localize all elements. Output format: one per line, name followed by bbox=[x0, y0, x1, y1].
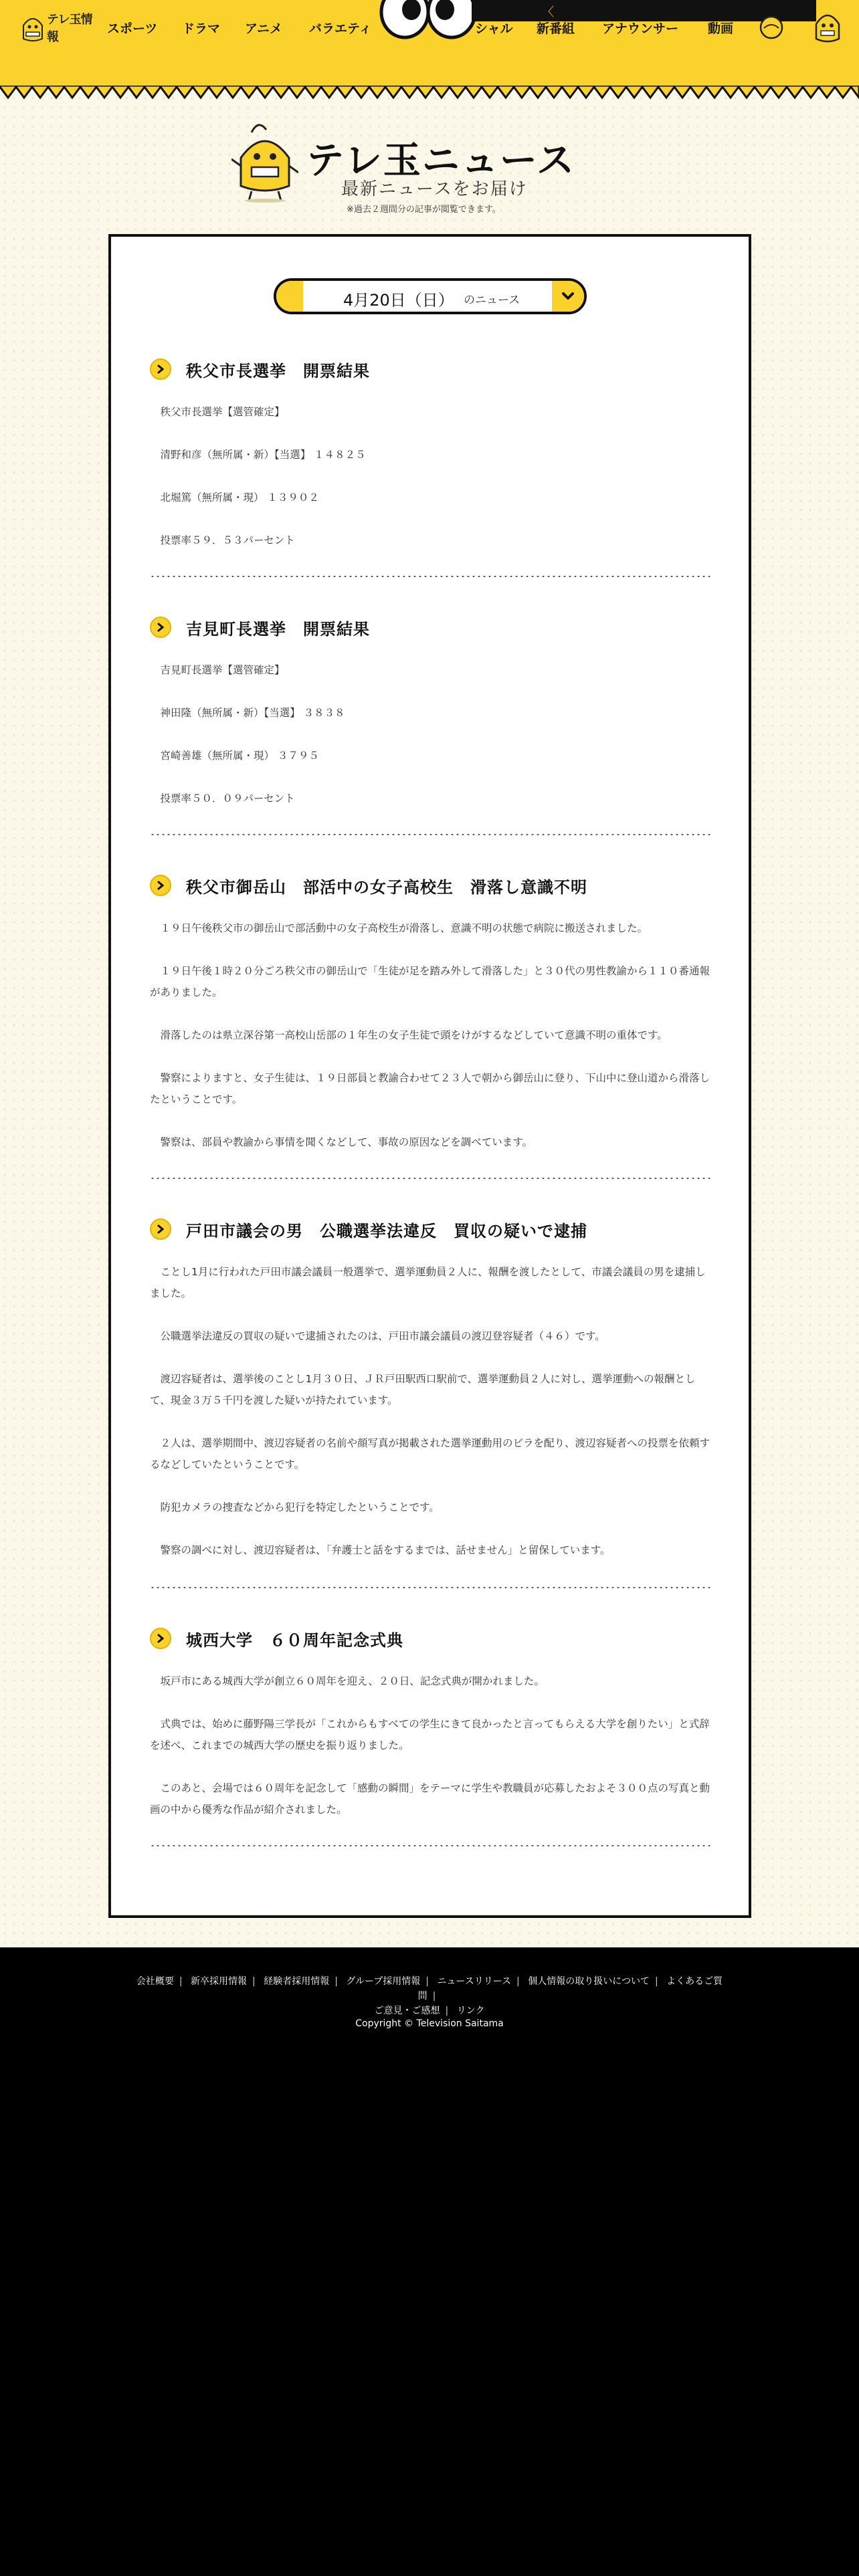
article-paragraph: 公職選挙法違反の買収の疑いで逮捕されたのは、戸田市議会議員の渡辺登容疑者（４６）です。 bbox=[160, 1330, 605, 1342]
nav-announcers[interactable]: アナウンサー bbox=[602, 21, 679, 36]
article-paragraph: このあと、会場では６０周年を記念して「感動の瞬間」をテーマに学生や教職員が応募したおよそ３００点の写真と動画の中から優秀な作品が紹介されました。 bbox=[150, 1782, 710, 1816]
article-body bbox=[150, 918, 712, 1153]
copyright: Copyright © Television Saitama bbox=[355, 2018, 504, 2029]
news-article bbox=[150, 1624, 712, 1820]
logo-mascot-icon bbox=[20, 12, 45, 43]
separator: | bbox=[335, 1976, 338, 1987]
article-paragraph: 坂戸市にある城西大学が創立６０周年を迎え、２０日、記念式典が開かれました。 bbox=[160, 1675, 545, 1687]
chevron-right-icon bbox=[150, 875, 171, 896]
dotted-divider bbox=[150, 833, 712, 836]
news-panel bbox=[108, 234, 751, 1918]
separator: | bbox=[654, 1976, 658, 1987]
separator: | bbox=[252, 1976, 256, 1987]
article-title[interactable]: 戸田市議会の男 公職選挙法違反 買収の疑いで逮捕 bbox=[186, 1221, 587, 1241]
news-article bbox=[150, 354, 712, 551]
article-body bbox=[150, 1261, 712, 1561]
page-title: テレ玉ニュース bbox=[306, 139, 576, 183]
chevron-right-icon bbox=[150, 358, 171, 380]
article-body bbox=[150, 401, 712, 551]
page-subtitle: 最新ニュースをお届け bbox=[341, 179, 528, 199]
news-article bbox=[150, 613, 712, 809]
news-article bbox=[150, 1214, 712, 1561]
site-header bbox=[0, 0, 859, 87]
chevron-right-icon bbox=[150, 617, 171, 638]
nav-special[interactable]: シャル bbox=[475, 21, 513, 36]
eyes-icon bbox=[378, 0, 478, 40]
article-title[interactable]: 秩父市御岳山 部活中の女子高校生 滑落し意識不明 bbox=[186, 877, 587, 897]
separator: | bbox=[425, 1976, 429, 1987]
date-pill-decoration bbox=[276, 281, 303, 312]
dotted-divider bbox=[150, 1177, 712, 1180]
dotted-divider bbox=[150, 1586, 712, 1589]
article-paragraph: 渡辺容疑者は、選挙後のことし1月３０日、ＪＲ戸田駅西口駅前で、選挙運動員２人に対し、選挙運動への報酬として、現金３万５千円を渡した疑いが持たれています。 bbox=[150, 1373, 696, 1406]
article-paragraph: 警察によりますと、女子生徒は、１９日部員と教諭合わせて２３人で朝から御岳山に登り、下山中に登山道から滑落したということです。 bbox=[150, 1072, 710, 1105]
footer-link-company[interactable]: 会社概要 bbox=[136, 1976, 174, 1987]
article-paragraph: 秩父市長選挙【選管確定】 bbox=[160, 406, 285, 418]
article-header[interactable] bbox=[150, 613, 712, 642]
footer-link-links[interactable]: リンク bbox=[456, 2006, 485, 2016]
article-title[interactable]: 城西大学 ６０周年記念式典 bbox=[186, 1630, 403, 1650]
separator: | bbox=[432, 1991, 436, 2002]
article-paragraph: 神田隆（無所属・新）【当選】 ３８３８ bbox=[160, 707, 345, 719]
news-article bbox=[150, 871, 712, 1153]
hero-mascot-icon bbox=[231, 119, 298, 203]
footer-link-experienced[interactable]: 経験者採用情報 bbox=[264, 1976, 330, 1987]
footer-link-feedback[interactable]: ご意見・ご感想 bbox=[374, 2006, 440, 2016]
site-footer bbox=[0, 1947, 859, 2576]
article-header[interactable] bbox=[150, 354, 712, 384]
footer-links bbox=[127, 1974, 732, 2018]
footer-link-news-release[interactable]: ニュースリリース bbox=[437, 1976, 512, 1987]
article-paragraph: 投票率５９．５３パーセント bbox=[160, 534, 295, 546]
nav-videos[interactable]: 動画 bbox=[708, 21, 734, 36]
nav-new-programs[interactable]: 新番組 bbox=[537, 21, 575, 36]
separator: | bbox=[516, 1976, 520, 1987]
site-logo[interactable] bbox=[20, 11, 94, 44]
nav-drama[interactable]: ドラマ bbox=[182, 21, 221, 36]
selected-date: 4月20日（日） bbox=[343, 291, 454, 310]
article-paragraph: 投票率５０．０９パーセント bbox=[160, 792, 295, 804]
article-body bbox=[150, 659, 712, 809]
article-title[interactable]: 秩父市長選挙 開票結果 bbox=[186, 361, 370, 381]
dotted-divider bbox=[150, 575, 712, 578]
footer-link-privacy[interactable]: 個人情報の取り扱いについて bbox=[528, 1976, 650, 1987]
footer-link-group[interactable]: グループ採用情報 bbox=[346, 1976, 421, 1987]
article-paragraph: 清野和彦（無所属・新）【当選】 １４８２５ bbox=[160, 449, 366, 461]
footer-link-new-grad[interactable]: 新卒採用情報 bbox=[191, 1976, 248, 1987]
article-paragraph: １９日午後秩父市の御岳山で部活動中の女子高校生が滑落し、意識不明の状態で病院に搬送されました。 bbox=[160, 922, 648, 934]
article-header[interactable] bbox=[150, 1624, 712, 1653]
logo-text: テレ玉情報 bbox=[47, 13, 92, 44]
date-selector[interactable] bbox=[274, 278, 587, 314]
nav-variety[interactable]: バラエティ bbox=[309, 21, 372, 36]
article-paragraph: 式典では、始めに藤野陽三学長が「これからもすべての学生にきて良かったと言ってもらえる大学を創りたい」と式辞を述べ、これまでの城西大学の歴史を振り返りました。 bbox=[150, 1718, 710, 1751]
article-paragraph: ２人は、選挙期間中、渡辺容疑者の名前や顔写真が掲載された選挙運動用のビラを配り、渡辺容疑者への投票を依頼するなどしていたということです。 bbox=[150, 1437, 710, 1471]
separator: | bbox=[445, 2006, 449, 2016]
circle-icon[interactable] bbox=[759, 15, 784, 40]
separator: | bbox=[179, 1976, 183, 1987]
article-paragraph: 警察の調べに対し、渡辺容疑者は、「弁護士と話をするまでは、話せません」と留保しています。 bbox=[160, 1544, 611, 1556]
header-zigzag bbox=[0, 86, 859, 104]
article-paragraph: 北堀篤（無所属・現） １３９０２ bbox=[160, 492, 319, 504]
article-header[interactable] bbox=[150, 1214, 712, 1244]
article-paragraph: ことし1月に行われた戸田市議会議員一般選挙で、選挙運動員２人に、報酬を渡したとして、市議会議員の男を逮捕しました。 bbox=[150, 1266, 706, 1299]
footer-link-faq[interactable]: よくあるご質問 bbox=[417, 1976, 723, 2002]
article-paragraph: １９日午後１時２０分ごろ秩父市の御岳山で「生徒が足を踏み外して滑落した」と３０代の男性教諭から１１０番通報がありました。 bbox=[150, 965, 710, 998]
chevron-right-icon bbox=[150, 1218, 171, 1240]
chevron-right-icon bbox=[150, 1628, 171, 1649]
chevron-left-icon[interactable]: 〈 bbox=[542, 5, 554, 19]
dotted-divider bbox=[150, 1844, 712, 1847]
article-body bbox=[150, 1671, 712, 1820]
article-paragraph: 滑落したのは県立深谷第一高校山岳部の１年生の女子生徒で頭をけがするなどしていて意識不明の重体です。 bbox=[160, 1029, 668, 1041]
article-header[interactable] bbox=[150, 871, 712, 900]
article-title[interactable]: 吉見町長選挙 開票結果 bbox=[186, 619, 370, 639]
article-paragraph: 防犯カメラの捜査などから犯行を特定したということです。 bbox=[160, 1501, 440, 1513]
mascot-icon[interactable] bbox=[811, 7, 844, 44]
chevron-down-icon[interactable] bbox=[552, 281, 584, 312]
archive-note: ※過去２週間分の記事が閲覧できます。 bbox=[347, 205, 501, 215]
article-paragraph: 警察は、部員や教諭から事情を聞くなどして、事故の原因などを調べています。 bbox=[160, 1136, 533, 1148]
nav-sports[interactable]: スポーツ bbox=[107, 21, 158, 36]
article-paragraph: 吉見町長選挙【選管確定】 bbox=[160, 664, 285, 676]
nav-anime[interactable]: アニメ bbox=[245, 21, 283, 36]
article-paragraph: 宮崎善雄（無所属・現） ３７９５ bbox=[160, 750, 319, 762]
date-suffix: のニュース bbox=[464, 294, 520, 307]
